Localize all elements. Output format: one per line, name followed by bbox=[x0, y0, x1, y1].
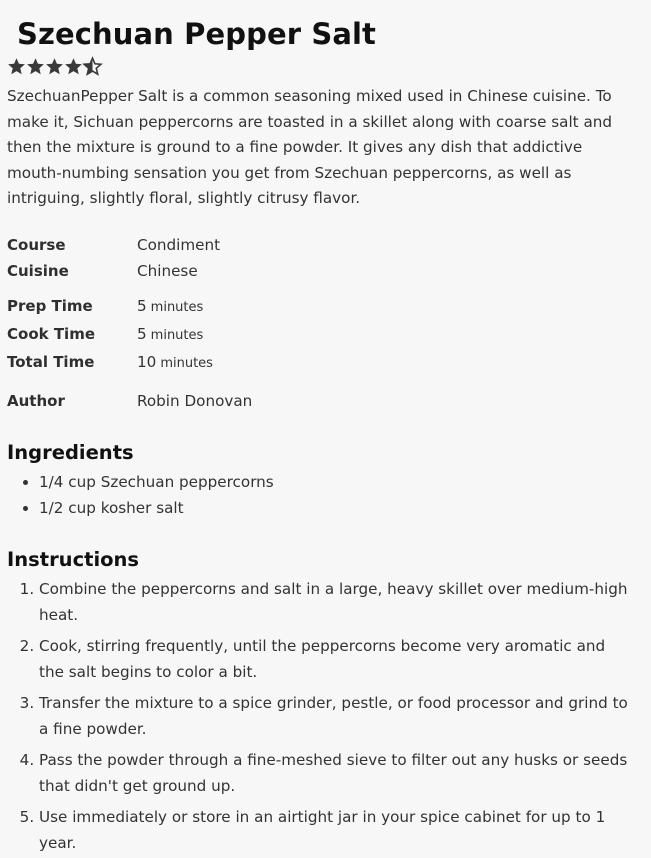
recipe-rating[interactable] bbox=[7, 56, 643, 78]
ingredient-item: • 1/2 cup kosher salt bbox=[39, 495, 643, 521]
meta-value: Chinese bbox=[137, 261, 198, 280]
instructions-heading: Instructions bbox=[7, 547, 140, 571]
meta-label: Cook Time bbox=[7, 324, 95, 343]
instruction-step: 3. Transfer the mixture to a spice grinder, pestle, or food processor and grind to a fine powder. bbox=[39, 690, 629, 742]
meta-value: Condiment bbox=[137, 235, 221, 254]
ingredient-item: • 1/4 cup Szechuan peppercorns bbox=[39, 469, 643, 495]
star-icon bbox=[46, 58, 63, 74]
recipe-meta bbox=[7, 232, 643, 414]
ingredients-heading: Ingredients bbox=[7, 440, 134, 464]
star-half-icon bbox=[84, 58, 101, 74]
meta-cuisine bbox=[7, 258, 643, 284]
meta-label: Author bbox=[7, 391, 65, 410]
time-amount: 10 bbox=[137, 352, 157, 371]
ingredients-list bbox=[7, 469, 643, 521]
star-icon bbox=[8, 58, 25, 74]
meta-author bbox=[7, 388, 643, 414]
rating-stars bbox=[7, 56, 103, 78]
instruction-step: 4. Pass the powder through a fine-meshed sieve to filter out any husks or seeds that didn't get ground up. bbox=[39, 747, 629, 799]
instruction-step: 1. Combine the peppercorns and salt in a large, heavy skillet over medium-high heat. bbox=[39, 576, 629, 628]
meta-label: Cuisine bbox=[7, 261, 69, 280]
instruction-step: 5. Use immediately or store in an airtight jar in your spice cabinet for up to 1 year. bbox=[39, 804, 629, 856]
star-icon bbox=[65, 58, 82, 74]
time-unit: minutes bbox=[150, 299, 204, 315]
instruction-step: 2. Cook, stirring frequently, until the peppercorns become very aromatic and the salt begins to color a bit. bbox=[39, 633, 629, 685]
instructions-list bbox=[7, 576, 629, 856]
time-unit: minutes bbox=[160, 355, 213, 371]
meta-label: Course bbox=[7, 235, 66, 254]
meta-value bbox=[137, 321, 203, 349]
meta-label: Prep Time bbox=[7, 296, 93, 315]
star-icon bbox=[27, 58, 44, 74]
time-unit: minutes bbox=[150, 327, 204, 343]
recipe-title: Szechuan Pepper Salt bbox=[17, 17, 376, 51]
meta-total-time bbox=[7, 349, 643, 377]
time-amount: 5 bbox=[137, 296, 147, 315]
meta-cook-time bbox=[7, 321, 643, 349]
meta-prep-time bbox=[7, 293, 643, 321]
time-amount: 5 bbox=[137, 324, 147, 343]
meta-value bbox=[137, 349, 213, 377]
author-name: Robin Donovan bbox=[137, 391, 253, 410]
meta-course bbox=[7, 232, 643, 258]
meta-label: Total Time bbox=[7, 352, 95, 371]
recipe-summary: SzechuanPepper Salt is a common seasoning mixed used in Chinese cuisine. To make it, Sichuan peppercorns are toasted in a skillet along with coarse salt and then the mixture is ground to a fine powder. It gives any dish that addictive mouth-numbing sensation you get from Szechuan peppercorns, as well as intriguing, slightly floral, slightly citrusy flavor. bbox=[7, 87, 613, 207]
meta-value bbox=[137, 293, 203, 321]
